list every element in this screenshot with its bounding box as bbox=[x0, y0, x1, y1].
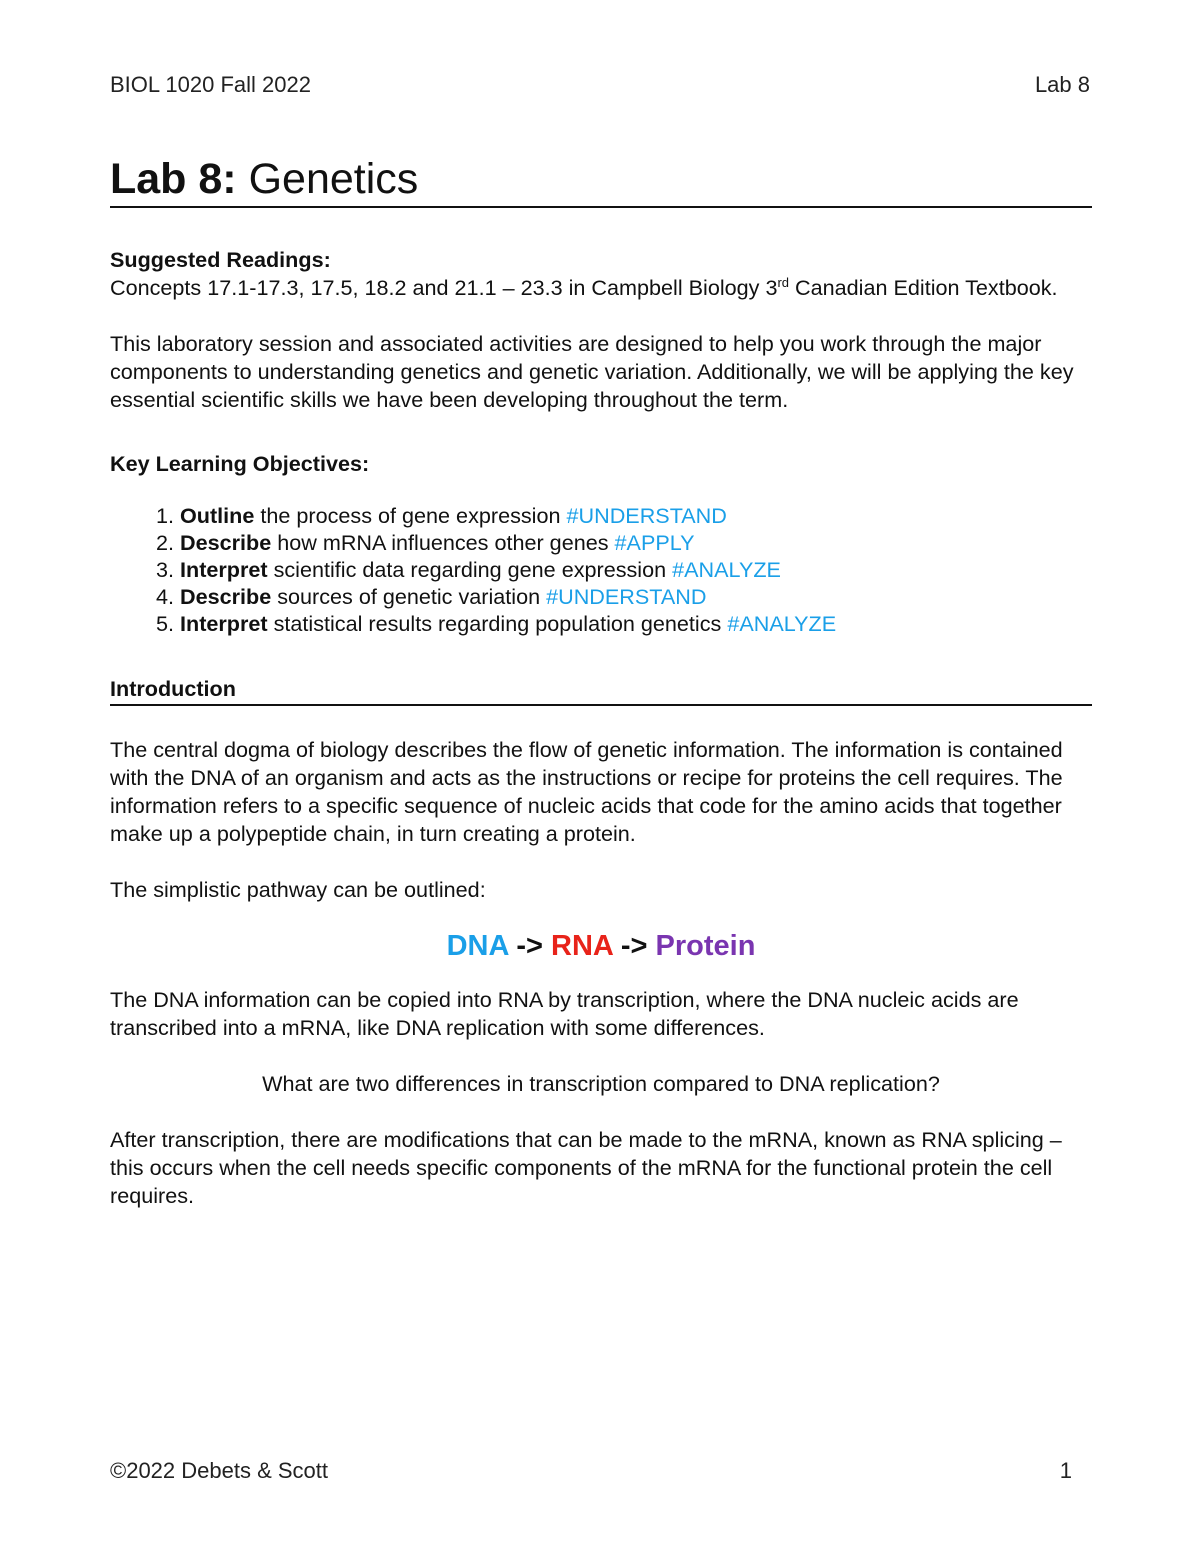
objectives-heading: Key Learning Objectives: bbox=[110, 451, 370, 476]
title-name: Genetics bbox=[236, 155, 419, 203]
objective-item: 4. Describe sources of genetic variation #UNDERSTAND bbox=[155, 584, 707, 609]
objective-tag: #UNDERSTAND bbox=[566, 503, 727, 528]
objectives-list bbox=[110, 502, 1092, 637]
readings-text-main: Concepts 17.1-17.3, 17.5, 18.2 and 21.1 – 23.3 in Campbell Biology 3 bbox=[110, 275, 778, 300]
objective-item: 3. Interpret scientific data regarding gene expression #ANALYZE bbox=[155, 557, 781, 582]
header-course: BIOL 1020 Fall 2022 bbox=[110, 72, 311, 97]
introduction-paragraph-1: The central dogma of biology describes the flow of genetic information. The information is contained with the DNA of an organism and acts as the instructions or recipe for proteins the cell requires. The information refers to a specific sequence of nucleic acids that code for the amino acids that together make up a polypeptide chain, in turn creating a protein. bbox=[110, 737, 1063, 846]
page-header bbox=[110, 72, 1090, 98]
readings-text bbox=[110, 274, 1092, 302]
introduction-question: What are two differences in transcription compared to DNA replication? bbox=[262, 1071, 940, 1096]
readings-superscript: rd bbox=[777, 274, 790, 290]
introduction-heading: Introduction bbox=[110, 674, 1092, 706]
intro-paragraph: This laboratory session and associated activities are designed to help you work through the major components to understanding genetics and genetic variation. Additionally, we will be applying the key essential scientific skills we have been developing throughout the term. bbox=[110, 331, 1074, 412]
footer-page-number: 1 bbox=[1059, 1458, 1072, 1483]
introduction-paragraph-3: The DNA information can be copied into RNA by transcription, where the DNA nucleic acids are transcribed into a mRNA, like DNA replication with some differences. bbox=[110, 987, 1019, 1040]
pathway-dna: DNA bbox=[446, 930, 509, 962]
pathway-arrow: -> bbox=[612, 930, 656, 962]
objective-item: 1. Outline the process of gene expression #UNDERSTAND bbox=[155, 503, 727, 528]
objective-item: 5. Interpret statistical results regarding population genetics #ANALYZE bbox=[155, 611, 837, 636]
header-lab-number: Lab 8 bbox=[1034, 72, 1090, 97]
pathway-rna: RNA bbox=[551, 930, 613, 962]
title-prefix: Lab 8: bbox=[110, 155, 237, 203]
objective-tag: #ANALYZE bbox=[672, 557, 781, 582]
footer-copyright: ©2022 Debets & Scott bbox=[110, 1458, 329, 1483]
introduction-paragraph-4: After transcription, there are modifications that can be made to the mRNA, known as RNA splicing – this occurs when the cell needs specific components of the mRNA for the functional protein the cell requires. bbox=[110, 1127, 1062, 1208]
pathway-protein: Protein bbox=[655, 930, 756, 962]
readings-heading: Suggested Readings: bbox=[110, 247, 331, 272]
pathway-arrow: -> bbox=[508, 930, 552, 962]
objective-item: 2. Describe how mRNA influences other genes #APPLY bbox=[155, 530, 695, 555]
objective-tag: #APPLY bbox=[614, 530, 695, 555]
readings-text-end: Canadian Edition Textbook. bbox=[789, 275, 1058, 300]
objective-tag: #UNDERSTAND bbox=[546, 584, 707, 609]
document-body bbox=[110, 246, 1092, 1210]
introduction-paragraph-2: The simplistic pathway can be outlined: bbox=[110, 877, 486, 902]
page-footer bbox=[110, 1458, 1072, 1484]
objective-tag: #ANALYZE bbox=[727, 611, 837, 636]
central-dogma-pathway bbox=[110, 926, 1092, 966]
page-title bbox=[110, 152, 1092, 208]
